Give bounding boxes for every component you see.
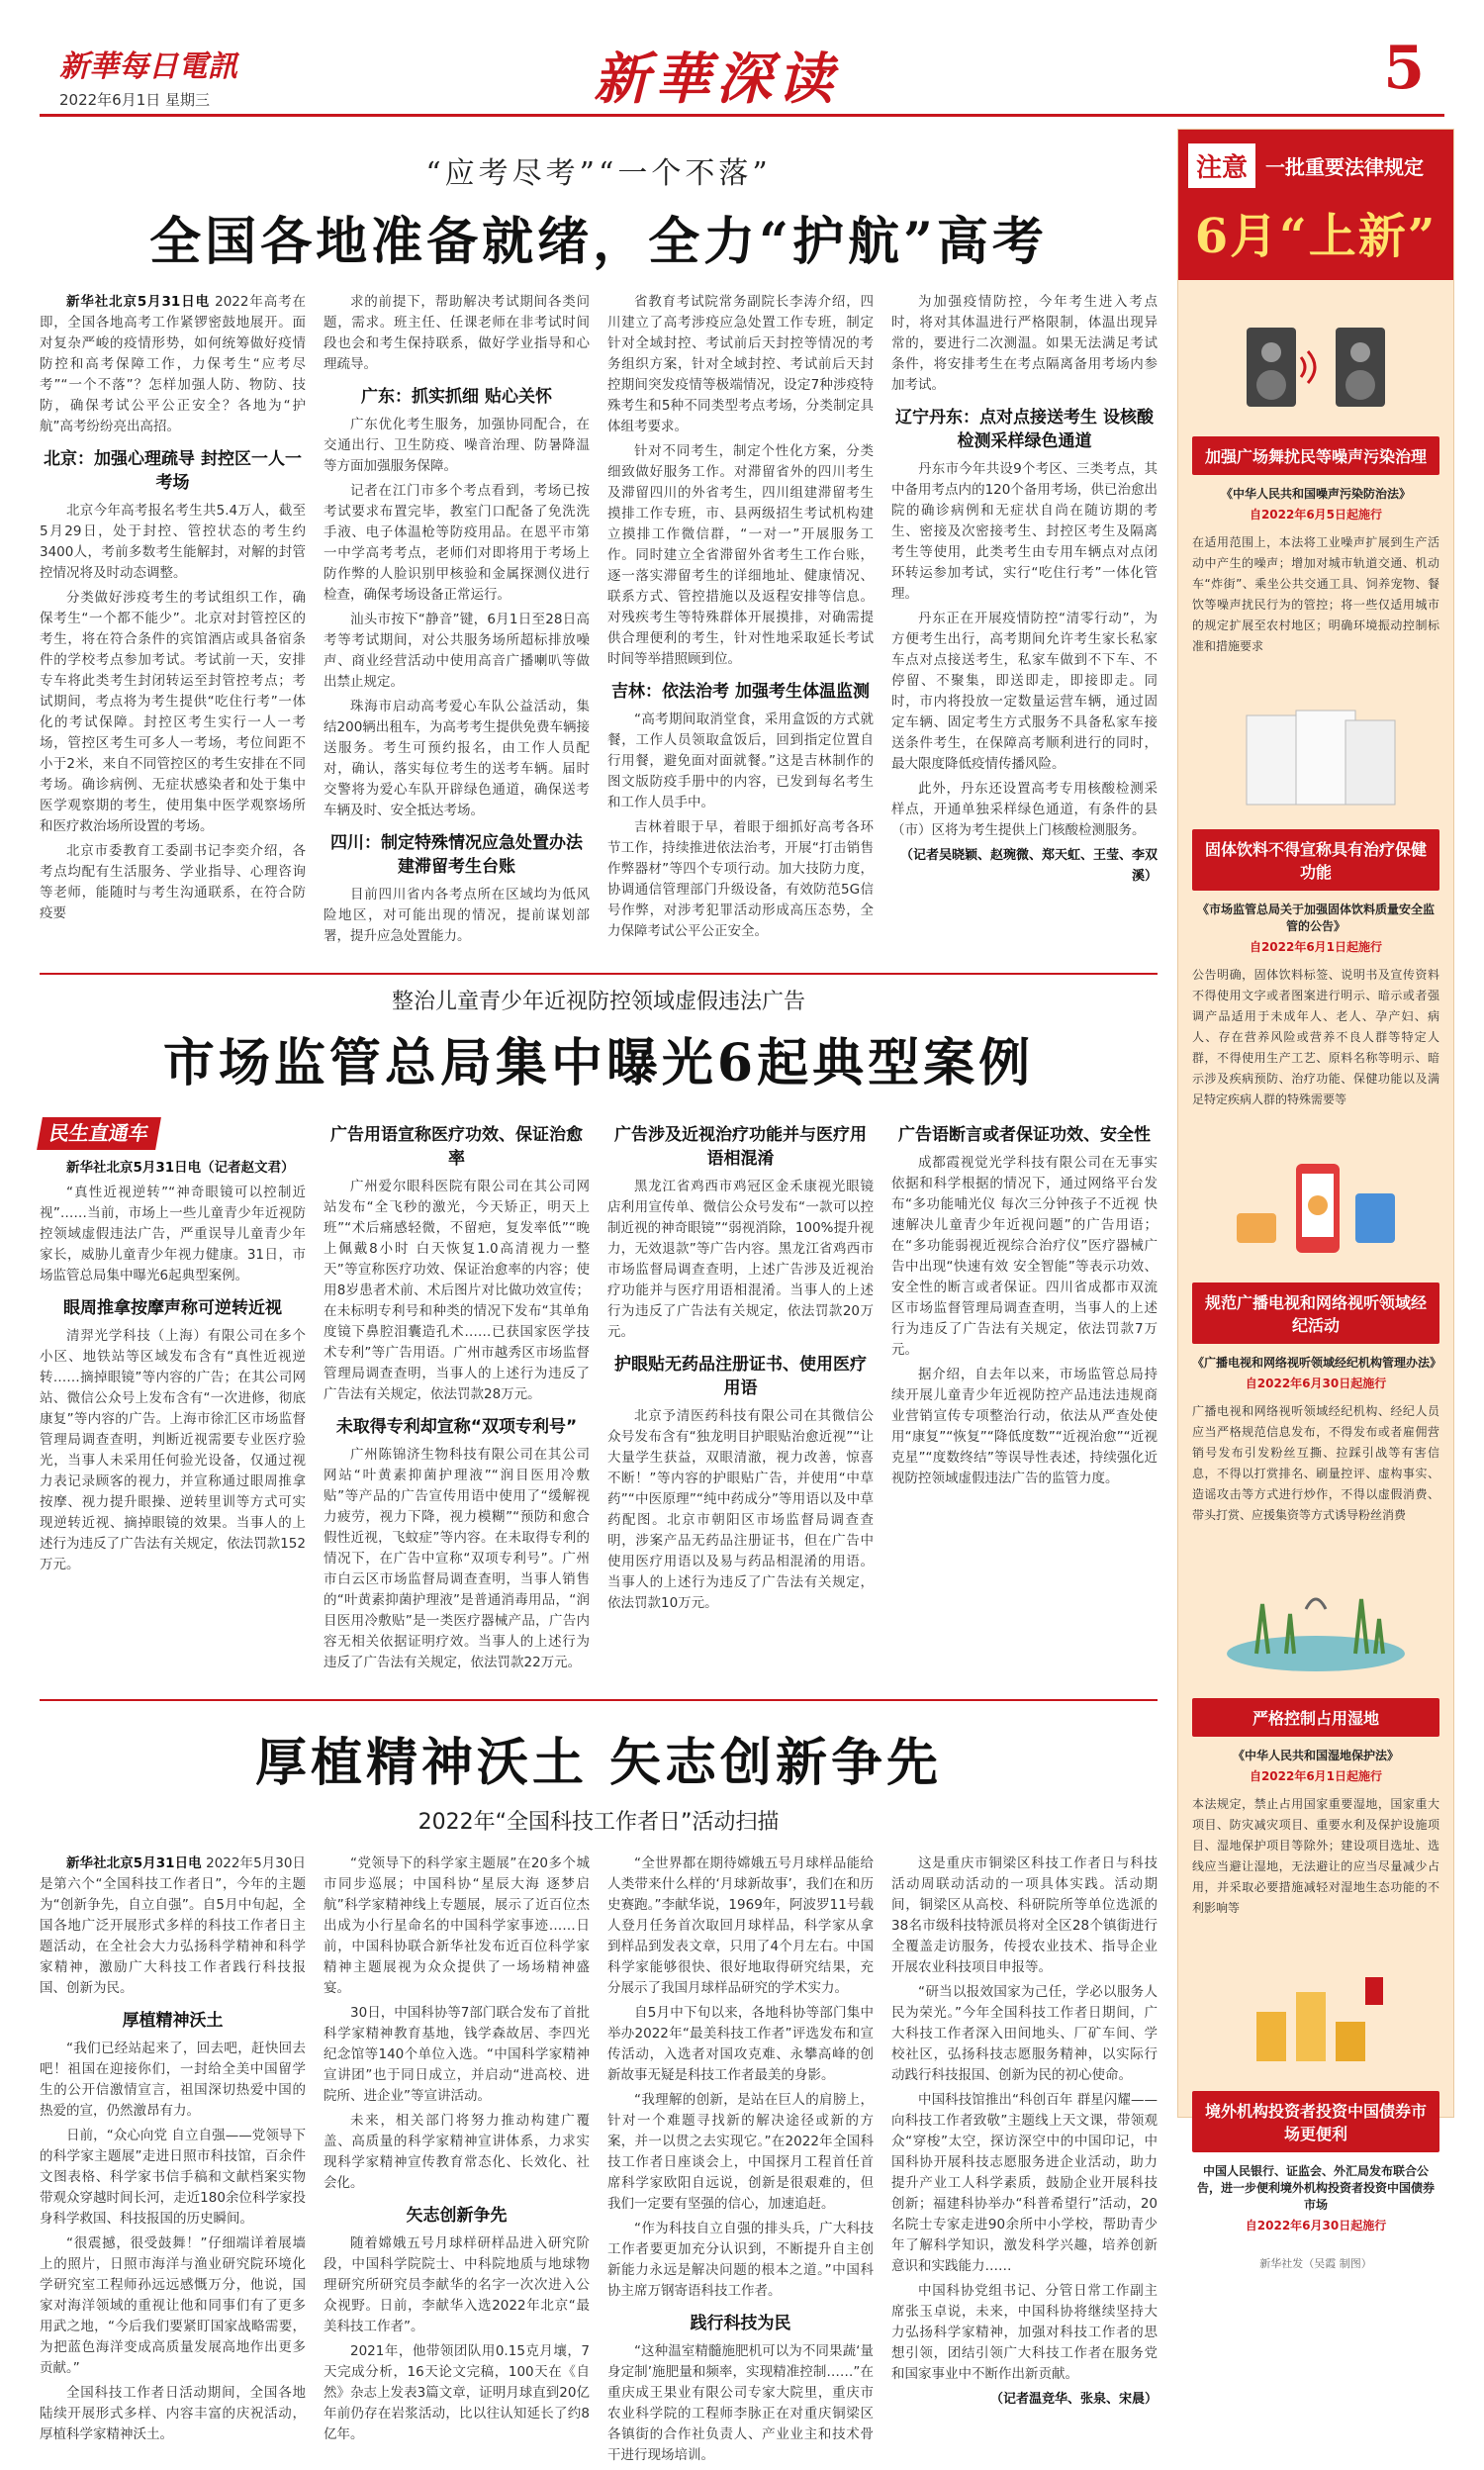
subheading: 广东：抓实抓细 贴心关怀 (361, 387, 552, 407)
wetland-icon (1192, 1560, 1439, 1688)
law-effective-date: 自2022年6月5日起施行 (1249, 508, 1383, 522)
law-name: 《广播电视和网络视听领域经纪机构管理办法》 (1192, 1356, 1442, 1370)
paragraph: 清羿光学科技（上海）有限公司在多个小区、地铁站等区域发布含有“真性近视逆转……摘掉眼镜”等内容的广告；在其公司网站、微信公众号上发布含有“一次进修，彻底康复”等内容的广告。上海市徐汇区市场监督管理局调查查明，判断近视需要专业医疗验光，当事人未采用任何验光设备，仅通过视力表记录顾客的视力，并宣称通过眼周推拿按摩、视力提升眼操、逆转里训等方式可实现逆转近视、摘掉眼镜的效果。当事人的上述行为违反了广告法有关规定，依法罚款152万元。 (40, 1328, 306, 1572)
paragraph: 汕头市按下“静音”键，6月1日至28日高考等考试期间，对公共服务场所超标排放噪声、商业经营活动中使用高音广播喇叭等做出禁止规定。 (324, 612, 590, 690)
paragraph: 中国科技馆推出“科创百年 群星闪耀——向科技工作者致敬”主题线上天文课，带领观众“穿梭”太空，探访深空中的中国印记，中国科协开展科技志愿服务进企业活动，助力提升产业工人科学素质，鼓励企业开展科技创新；福建科协举办“科普希望行”活动，20名院士专家走进90余所中小学校，帮助青少年了解科学知识，激发科学兴趣，培养创新意识和实践能力…… (891, 2092, 1158, 2274)
dateline: 新华社北京5月31日电 (66, 1855, 202, 1871)
speakers-icon (1192, 298, 1439, 427)
notice-text: 一批重要法律规定 (1265, 155, 1425, 179)
sidebar-item-beverage (1178, 673, 1453, 1126)
law-name: 《市场监管总局关于加强固体饮料质量安全监管的公告》 (1196, 902, 1435, 933)
paragraph: 随着嫦娥五号月球样研样品进入研究阶段，中国科学院院士、中科院地质与地球物理研究所研究员李献华的名字一次次进入公众视野。日前，李献华入选2022年北京“最美科技工作者”。 (324, 2235, 590, 2334)
graphic-credit: 新华社发（吴霞 制图） (1259, 2257, 1372, 2270)
story-kicker: “应考尽考”“一个不落” (425, 156, 772, 191)
paragraph: 全国科技工作者日活动期间，全国各地陆续开展形式多样、内容丰富的庆祝活动，厚植科学家精神沃土。 (40, 2385, 306, 2442)
section-title: 新華深读 (594, 47, 839, 112)
law-headline: 严格控制占用湿地 (1192, 1698, 1439, 1737)
section-divider (40, 1699, 1158, 1701)
law-summary: 在适用范围上，本法将工业噪声扩展到生产活动中产生的噪声；增加对城市轨道交通、机动车“炸街”、乘坐公共交通工具、饲养宠物、餐饮等噪声扰民行为的管控；将一些仅适用城市的规定扩展至农村地区；明确环境振动控制标准和措施要求 (1192, 535, 1439, 653)
article-column (324, 292, 590, 951)
paragraph: “高考期间取消堂食，采用盒饭的方式就餐，工作人员领取盒饭后，回到指定位置自行用餐，避免面对面就餐。”这是吉林制作的图文版防疫手册中的内容，已发到每名考生和工作人员手中。 (607, 712, 874, 810)
story-science-workers-day (40, 1721, 1158, 2470)
paragraph: 30日，中国科协等7部门联合发布了首批科学家精神教育基地，钱学森故居、李四光纪念馆等140个单位入选。“中国科学家精神宣讲团”也于同日成立，并启动“进高校、进院所、进企业”等宣讲活动。 (324, 2005, 590, 2104)
sidebar-header (1178, 130, 1453, 280)
masthead-left (59, 42, 237, 110)
subheading: 吉林：依法治考 加强考生体温监测 (611, 682, 870, 702)
article-columns (40, 1113, 1158, 1677)
beverage-bags-icon (1192, 691, 1439, 819)
law-summary: 公告明确，固体饮料标签、说明书及宣传资料不得使用文字或者图案进行明示、暗示或者强调产品适用于未成年人、老人、孕产妇、病人、存在营养风险或营养不良人群等特定人群，不得使用生产工艺、原料名称等明示、暗示涉及疾病预防、治疗功能、保健功能以及满足特定疾病人群的特殊需要等 (1192, 968, 1439, 1106)
article-column (891, 292, 1158, 951)
paragraph: 2022年高考在即，全国各地高考工作紧锣密鼓地展开。面对复杂严峻的疫情形势，如何统筹做好疫情防控和高考保障工作，力保考生“应考尽考”“一个不落”？怎样加强人防、物防、技防，确保考试公平公正安全？各地为“护航”高考纷纷亮出高招。 (40, 294, 306, 434)
subheading: 护眼贴无药品注册证书、使用医疗用语 (614, 1355, 867, 1398)
law-name: 《中华人民共和国噪声污染防治法》 (1220, 487, 1411, 501)
subheading: 未取得专利却宣称“双项专利号” (335, 1417, 578, 1437)
sidebar-item-wetland (1178, 1542, 1453, 1935)
sidebar-item-broadcast (1178, 1126, 1453, 1542)
paragraph: “全世界都在期待嫦娥五号月球样品能给人类带来什么样的‘月球新故事’，我们在和历史赛跑。”李献华说，1969年，阿波罗11号载人登月任务首次取回月球样品，科学家从拿到样品到发表文章，只用了4个月左右。中国科学家能够很快、很好地取得研究结果，充分展示了我国月球样品研究的学术实力。 (607, 1855, 874, 1996)
subheading: 广告用语宣称医疗功效、保证治愈率 (330, 1125, 583, 1169)
paragraph: “很震撼，很受鼓舞！”仔细端详着展墙上的照片，日照市海洋与渔业研究院环境化学研究室工程师孙远远感慨万分，他说，国家对海洋领域的重视让他和同事们有了更多用武之地，“今后我们要紧盯国家战略需要，为把蓝色海洋变成高质量发展高地作出更多贡献。” (40, 2235, 306, 2376)
paragraph: 省教育考试院常务副院长李涛介绍，四川建立了高考涉疫应急处置工作专班，制定针对全域封控、考试前后天封控等情况的考务组织方案，针对全域封控、考试前后天封控期间突发疫情等极端情况，设定7种涉疫特殊考生和5种不同类型考点考场，分类制定具体组考要求。 (607, 294, 874, 434)
story-headline: 全国各地准备就绪，全力“护航”高考 (149, 212, 1048, 272)
law-effective-date: 自2022年6月30日起施行 (1245, 1377, 1387, 1390)
law-headline: 加强广场舞扰民等噪声污染治理 (1192, 436, 1439, 475)
byline: （记者吴晓颖、赵琬微、郑天虹、王莹、李双溪） (899, 848, 1158, 884)
paragraph: 记者在江门市多个考点看到，考场已按考试要求布置完毕，教室门口配备了免洗洗手液、电子体温枪等防疫用品。在恩平市第一中学高考考点，老师们对即将用于考场上防作弊的人脸识别甲核验和金属探测仪进行检查，确保考场设备正常运行。 (324, 483, 590, 603)
paragraph: 中国科协党组书记、分管日常工作副主席张玉卓说，未来，中国科协将继续坚持大力弘扬科学家精神，加强对科技工作者的思想引领，团结引领广大科技工作者在服务党和国家事业中不断作出新贡献。 (891, 2283, 1158, 2382)
law-name: 《中华人民共和国湿地保护法》 (1232, 1749, 1399, 1762)
paragraph: 吉林着眼于早，着眼于细抓好高考各环节工作，持续推进依法治考，开展“打击销售作弊器材”等四个专项行动。加大技防力度，协调通信管理部门升级设备，有效防范5G信号作弊，对涉考犯罪活动形成高压态势，全力保障考试公平公正安全。 (607, 819, 874, 939)
article-columns (40, 292, 1158, 951)
subheading: 辽宁丹东：点对点接送考生 设核酸检测采样绿色通道 (895, 408, 1154, 451)
paragraph: 北京予清医药科技有限公司在其微信公众号发布含有“独龙明目护眼贴治愈近视”“让大量学生获益，双眼清澈，视力改善，惊喜不断！”等内容的护眼贴广告，并使用“中草药”“中医原理”“纯中药成分”等用语以及中草药配图。北京市朝阳区市场监督局调查查明，涉案产品无药品注册证书，但在广告中使用医疗用语以及易与药品相混淆的用语。当事人的上述行为违反了广告法有关规定，依法罚款10万元。 (607, 1408, 874, 1611)
paragraph: 2022年5月30日是第六个“全国科技工作者日”，今年的主题为“创新争先，自立自强”。自5月中旬起，全国各地广泛开展形式多样的科技工作者日主题活动，在全社会大力弘扬科学精神和科学家精神，激励广大科技工作者践行科技报国、创新为民。 (40, 1855, 307, 1996)
article-column (891, 1113, 1158, 1677)
law-effective-date: 自2022年6月1日起施行 (1249, 940, 1383, 954)
article-column (324, 1113, 590, 1677)
article-column (40, 1853, 306, 2470)
paragraph: “这种温室精髓施肥机可以为不同果蔬‘量身定制’施肥量和频率，实现精准控制……”在重庆成王果业有限公司专家大院里，重庆市农业科学院的工程师李脉正在对重庆铜梁区各镇街的合作社负责人、产业业主和技术骨干进行现场培训。 (607, 2343, 874, 2463)
masthead (40, 28, 1444, 117)
article-column (607, 1113, 874, 1677)
paragraph: “党领导下的科学家主题展”在20多个城市同步巡展；中国科协“星辰大海 逐梦启航”科学家精神线上专题展，展示了近百位杰出成为小行星命名的中国科学家事迹……日前，中国科协联合新华社发布近百位科学家精神主题展视为众众提供了一场场精神盛宴。 (324, 1855, 590, 1996)
paragraph: 黑龙江省鸡西市鸡冠区金禾康视光眼镜店利用宣传单、微信公众号发布“一款可以控制近视的神奇眼镜”“弱视消除，100%提升视力，无效退款”等广告内容。黑龙江省鸡西市市场监督局调查查明，上述广告涉及近视治疗功能并与医疗用语相混淆。当事人的上述行为违反了广告法有关规定，依法罚款20万元。 (607, 1179, 874, 1340)
dateline: 新华社北京5月31日电（记者赵文君） (66, 1160, 295, 1176)
law-name: 中国人民银行、证监会、外汇局发布联合公告，进一步便利境外机构投资者投资中国债券市场 (1196, 2164, 1435, 2212)
paragraph: “真性近视逆转”“神奇眼镜可以控制近视”……当前，市场上一些儿童青少年近视防控领域虚假违法广告，严重误导儿童青少年家长，威胁儿童青少年视力健康。31日，市场监管总局集中曝光6起典型案例。 (40, 1185, 306, 1283)
newspaper-brand: 新華每日電訊 (59, 49, 237, 84)
column-badge: 民生直通车 (37, 1117, 161, 1150)
page-number: 5 (1383, 34, 1425, 103)
article-column (891, 1853, 1158, 2470)
subheading: 厚植精神沃土 (122, 2011, 224, 2031)
article-column (607, 1853, 874, 2470)
paragraph: 为加强疫情防控，今年考生进入考点时，将对其体温进行严格限制，体温出现异常的，要进行二次测温。如果无法满足考试条件，将安排考生在考点隔离备用考场内参加考试。 (891, 294, 1158, 393)
subheading: 践行科技为民 (690, 2314, 791, 2333)
paragraph: “我们已经站起来了，回去吧，赶快回去吧！祖国在迎接你们，一封给全美中国留学生的公开信激情宣言，祖国深切热爱中国的热爱的宣，仍然激昂有力。 (40, 2041, 306, 2119)
story-headline: 市场监管总局集中曝光6起典型案例 (162, 1033, 1035, 1093)
subheading: 矢志创新争先 (406, 2206, 508, 2226)
paragraph: 北京市委教育工委副书记李奕介绍，各考点均配有生活服务、学业指导、心理咨询等老师，能随时与考生沟通联系，在符合防疫要 (40, 843, 306, 921)
law-effective-date: 自2022年6月1日起施行 (1249, 1769, 1383, 1783)
sidebar-title: 6月“上新” (1194, 209, 1438, 264)
story-gaokao (40, 148, 1158, 951)
paragraph: 未来，相关部门将努力推动构建广覆盖、高质量的科学家精神宣讲体系，力求实现科学家精神宣传教育常态化、长效化、社会化。 (324, 2113, 590, 2191)
paragraph: 求的前提下，帮助解决考试期间各类问题，需求。班主任、任课老师在非考试时间段也会和考生保持联系，做好学业指导和心理疏导。 (324, 294, 590, 372)
article-columns (40, 1853, 1158, 2470)
sidebar-law-updates (1177, 129, 1454, 2270)
paragraph: 这是重庆市铜梁区科技工作者日与科技活动周联动活动的一项具体实践。活动期间，铜梁区从高校、科研院所等单位选派的38名市级科技特派员将对全区28个镇街进行全覆盖走访服务，传授农业技术、指导企业开展农业科技项目申报等。 (891, 1855, 1158, 1975)
paragraph: 据介绍，自去年以来，市场监管总局持续开展儿童青少年近视防控产品违法违规商业营销宣传专项整治行动，依法从严查处使用“康复”“恢复”“降低度数”“近视治愈”“近视克星”“度数终结”等误导性表述，持续强化近视防控领域虚假违法广告的监管力度。 (891, 1367, 1158, 1486)
paragraph: 针对不同考生，制定个性化方案，分类细致做好服务工作。对滞留省外的四川考生及滞留四川的外省考生，四川组建滞留考生摸排工作专班，市、县两级招生考试机构建立摸排工作微信群，“一对一”开展服务工作。同时建立全省滞留外省考生工作台账，逐一落实滞留考生的详细地址、健康情况、联系方式、管控措施以及返程安排等信息。对残疾考生等特殊群体开展摸排，对确需提供合理便利的考生，针对性地采取延长考试时间等举措照顾到位。 (607, 443, 874, 667)
sidebar-item-noise (1178, 280, 1453, 673)
subheading: 广告语断言或者保证功效、安全性 (898, 1125, 1151, 1145)
paragraph: “作为科技自立自强的排头兵，广大科技工作者要更加充分认识到，不断提升自主创新能力永远是解决问题的根本之道。”中国科协主席万钢寄语科技工作者。 (607, 2221, 874, 2299)
sidebar-item-bonds (1178, 1935, 1453, 2249)
issue-date: 2022年6月1日 星期三 (59, 91, 211, 109)
law-headline: 境外机构投资者投资中国债券市场更便利 (1192, 2091, 1439, 2152)
byline: （记者温竞华、张泉、宋晨） (989, 2392, 1158, 2407)
paragraph: 广州陈锦济生物科技有限公司在其公司网站“叶黄素抑菌护理液”“润目医用冷敷贴”等产品的广告宣传用语中使用了“缓解视力疲劳，视力下降，视力模糊”“预防和愈合假性近视，飞蚊症”等内容。在未取得专利的情况下，在广告中宣称“双项专利号”。广州市白云区市场监督局调查查明，当事人销售的“叶黄素抑菌护理液”是普通消毒用品，“润目医用冷敷贴”是一类医疗器械产品，广告内容无相关依据证明疗效。当事人的上述行为违反了广告法有关规定，依法罚款22万元。 (324, 1447, 590, 1670)
paragraph: 珠海市启动高考爱心车队公益活动，集结200辆出租车，为高考考生提供免费车辆接送服务。考生可预约报名，由工作人员配对，确认，落实每位考生的送考车辆。届时交警将为爱心车队开辟绿色通道，确保送考车辆及时、安全抵达考场。 (324, 699, 590, 818)
article-column (607, 292, 874, 951)
article-column (40, 1113, 306, 1677)
paragraph: 分类做好涉疫考生的考试组织工作，确保考生“一个都不能少”。北京对封管控区的考生，将在符合条件的宾馆酒店或具备宿条件的学校考点参加考试。考试前一天，安排专车将此类考生封闭转运至封管控考点；考试期间，考点将为考生提供“吃住行考”一体化的考试保障。封控区考生实行一人一考场，管控区考生可多人一考场，考位间距不小于2米，来自不同管控区的考生安排在不同考场。确诊病例、无症状感染者和处于集中医学观察期的考生，使用集中医学观察场所和医疗救治场所设置的考场。 (40, 590, 306, 834)
paragraph: 自5月中下旬以来，各地科协等部门集中举办2022年“最美科技工作者”评选发布和宣传活动，入选者对国攻克难、永攀高峰的创新故事无疑是科技工作者最美的身影。 (607, 2005, 874, 2083)
paragraph: 日前，“众心向党 自立自强——党领导下的科学家主题展”走进日照市科技馆，百余件文图表格、科学家书信手稿和文献档案实物带观众穿越时间长河，走近180余位科学家投身科学救国、科技报国的历史瞬间。 (40, 2128, 306, 2227)
law-headline: 规范广播电视和网络视听领域经纪活动 (1192, 1282, 1439, 1344)
law-effective-date: 自2022年6月30日起施行 (1245, 2219, 1387, 2232)
paragraph: 此外，丹东还设置高考专用核酸检测采样点，开通单独采样绿色通道，有条件的县（市）区将为考生提供上门核酸检测服务。 (891, 781, 1158, 838)
paragraph: 丹东正在开展疫情防控“清零行动”，为方便考生出行，高考期间允许考生家长私家车点对点接送考生，私家车做到不下车、不停留、不聚集，即送即走，即接即走。同时，市内将投放一定数量运营车辆，通过固定车辆、固定考生方式服务不具备私家车接送条件考生，在保障高考顺利进行的同时，最大限度降低疫情传播风险。 (891, 611, 1158, 772)
paragraph: 广州爱尔眼科医院有限公司在其公司网站发布“全飞秒的激光，今天矫正，明天上班”“术后痛感轻微，不留疤，复发率低”“晚上佩戴8小时 白天恢复1.0高清视力一整天”等宣称医疗功效、保证治愈率的内容；使用8岁患者术前、术后图片对比做功效宣传；在未标明专利号和种类的情况下发布“其单角度镜下鼻腔泪囊造孔术……已获国家医学技术专利”等广告用语。广州市越秀区市场监督管理局调查查明，当事人的上述行为违反了广告法有关规定，依法罚款28万元。 (324, 1179, 590, 1402)
law-headline: 固体饮料不得宣称具有治疗保健功能 (1192, 829, 1439, 891)
subheading: 眼周推拿按摩声称可逆转近视 (63, 1298, 282, 1318)
article-column (40, 292, 306, 951)
paragraph: 成都霞视觉光学科技有限公司在无事实依据和科学根据的情况下，通过网络平台发布“多功能哺光仪 每次三分钟孩子不近视 快速解决儿童青少年近视问题”的广告用语；在“多功能弱视近视综合治疗仪”医疗器械广告中出现“快速有效 安全智能”等表示功效、安全性的断言或者保证。四川省成都市双流区市场监督管理局调查查明，当事人的上述行为违反了广告法有关规定，依法罚款7万元。 (891, 1155, 1158, 1358)
paragraph: 2021年，他带领团队用0.15克月壤，7天完成分析，16天论文完稿，100天在《自然》杂志上发表3篇文章，证明月球直到20亿年前仍存在岩浆活动，比以往认知延长了约8亿年。 (324, 2343, 590, 2442)
paragraph: 丹东市今年共设9个考区、三类考点，其中备用考点内的120个备用考场，供已治愈出院的确诊病例和无症状自尚在随访期的考生、密接及次密接考生、封控区考生及隔离考生等使用，此类考生由专用车辆点对点闭环转运参加考试，实行“吃住行考”一体化管理。 (891, 461, 1158, 602)
story-subtitle: 2022年“全国科技工作者日”活动扫描 (417, 1810, 780, 1835)
paragraph: 北京今年高考报名考生共5.4万人，截至5月29日，处于封控、管控状态的考生约3400人，考前多数考生能解封，对解的封管控情况将及时动态调整。 (40, 503, 306, 581)
subheading: 北京：加强心理疏导 封控区一人一考场 (44, 449, 302, 493)
law-summary: 广播电视和网络视听领域经纪机构、经纪人员应当严格规范信息发布，不得发布或者雇佣营销号发布引发粉丝互撕、拉踩引战等有害信息，不得以打赏排名、刷量控评、虚构事实、造谣攻击等方式进行炒作，不得以虚假消费、带头打赏、应援集资等方式诱导粉丝消费 (1192, 1404, 1439, 1522)
article-column (324, 1853, 590, 2470)
phone-broadcast-icon (1192, 1144, 1439, 1273)
law-summary: 本法规定，禁止占用国家重要湿地，国家重大项目、防灾减灾项目、重要水利及保护设施项目、湿地保护项目等除外；建设项目选址、选线应当避让湿地，无法避让的应当尽量减少占用，并采取必要措施减轻对湿地生态功能的不利影响等 (1192, 1797, 1439, 1915)
main-column (40, 129, 1158, 2463)
subheading: 广告涉及近视治疗功能并与医疗用语相混淆 (614, 1125, 867, 1169)
subheading: 四川：制定特殊情况应急处置办法 建滞留考生台账 (330, 833, 583, 877)
story-kicker: 整治儿童青少年近视防控领域虚假违法广告 (391, 990, 805, 1014)
dateline: 新华社北京5月31日电 (66, 294, 210, 310)
story-myopia-ads (40, 985, 1158, 1677)
paragraph: 广东优化考生服务，加强协同配合，在交通出行、卫生防疫、噪音治理、防暑降温等方面加强服务保障。 (324, 417, 590, 474)
paragraph: 目前四川省内各考点所在区域均为低风险地区，对可能出现的情况，提前谋划部署，提升应急处置能力。 (324, 887, 590, 944)
section-divider (40, 973, 1158, 975)
paragraph: “我理解的创新，是站在巨人的肩膀上，针对一个难题寻找新的解决途径或新的方案，并一以贯之去实现它。”在2022年全国科技工作者日座谈会上，中国探月工程首任首席科学家欧阳自远说，创新是很艰难的，但我们一定要有坚强的信心，加速追赶。 (607, 2092, 874, 2212)
paragraph: “研当以报效国家为己任，学必以服务人民为荣光。”今年全国科技工作者日期间，广大科技工作者深入田间地头、厂矿车间、学校社区，弘扬科技志愿服务精神，以实际行动践行科技报国、创新为民的初心使命。 (891, 1984, 1158, 2083)
notice-mark: 注意 (1188, 143, 1255, 188)
story-headline: 厚植精神沃土 矢志创新争先 (254, 1733, 943, 1793)
coin-stacks-icon (1192, 1952, 1439, 2081)
